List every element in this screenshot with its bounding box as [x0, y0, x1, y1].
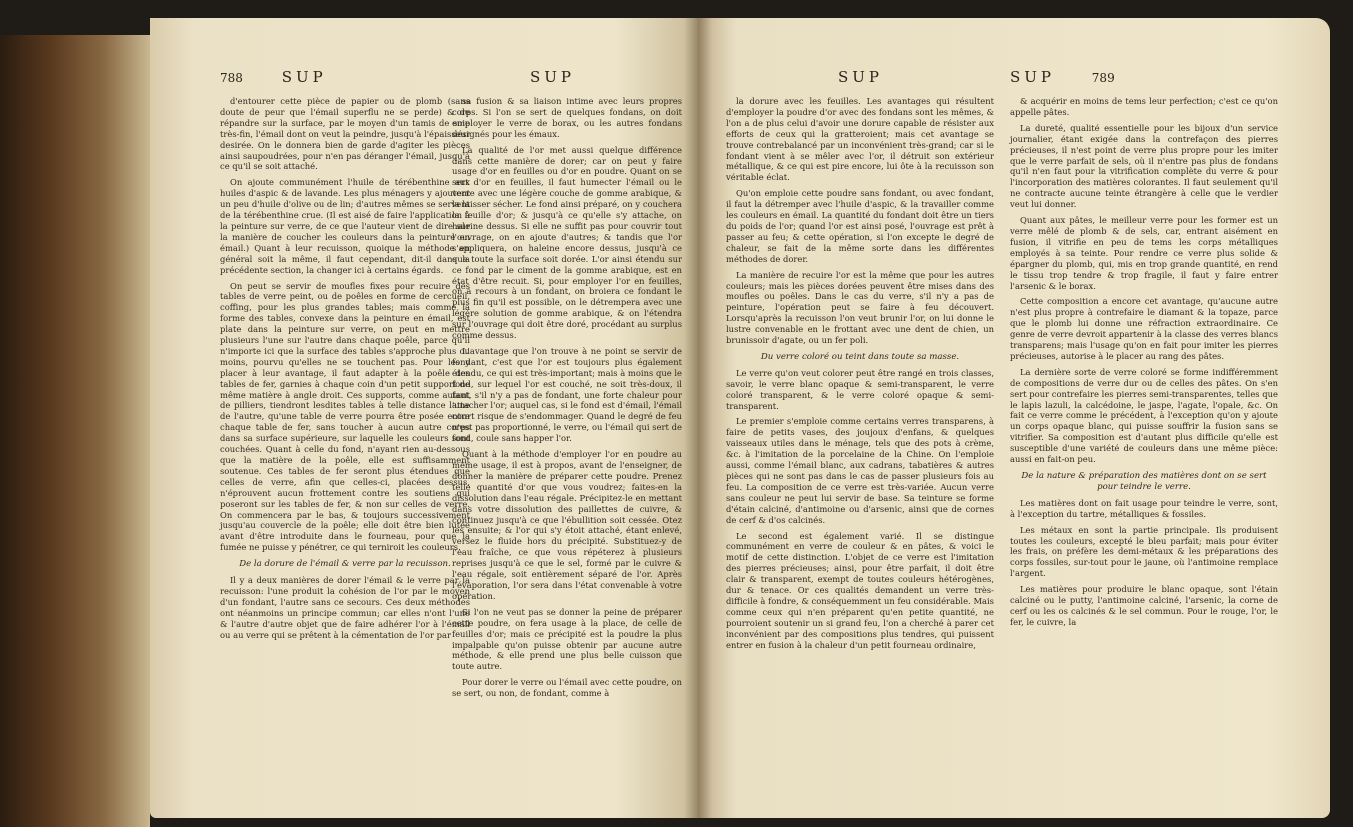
paragraph: Quant à la méthode d'employer l'or en poudre au même usage, il est à propos, avant de l'enseigner, de donner la manière de préparer cette poudre. Prenez telle quantité d'or que vous voudrez; faites-en la dissolution dans l'eau régale. Précipitez-le en mettant dans votre dissolution des paillettes de cuivre, & continuez jusqu'à ce que l'ébullition soit cessée. Otez les ensuite; & l'or qui s'y étoit attaché, étant enlevé, versez le fluide hors du précipité. Substituez-y de l'eau fraîche, ce que vous répéterez à plusieurs reprises jusqu'à ce que le sel, formé par le cuivre & l'eau régale, soit entièrement séparé de l'or. Après l'évaporation, l'or sera dans l'état convenable à votre opération. — [452, 449, 682, 601]
paragraph: Les matières dont on fait usage pour teindre le verre, sont, à l'exception du tartre, métalliques & fossiles. — [1010, 497, 1278, 519]
left-page — [150, 18, 698, 818]
paragraph: Qu'on emploie cette poudre sans fondant, ou avec fondant, il faut la détremper avec l'huile d'aspic, & la travailler comme les couleurs en émail. La quantité du fondant doit être un tiers du poids de l'or; quand l'or est ainsi posé, l'ouvrage est prêt à passer au feu; & cette opération, si l'on excepte le degré de chaleur, se fait de la même sorte dans les différentes méthodes de dorer. — [726, 188, 994, 264]
right-page-column-1 — [726, 96, 994, 656]
book-edge-left — [0, 35, 150, 827]
paragraph: On peut se servir de moufles fixes pour recuire des tables de verre peint, ou de poêles en forme de cercueil, coffing, pour les plus grandes tables; mais comme la forme des tables, convexe dans la peinture en émail, est plate dans la peinture sur verre, on peut en mettre plusieurs l'une sur l'autre dans chaque poêle, parce qu'il n'importe ici que la surface des tables s'approche plus ou moins, pourvu qu'elles ne se touchent pas. Pour les y placer à leur avantage, il faut adapter à la poêle des tables de fer, garnies à chaque coin d'un petit support de même matière à angle droit. Ces supports, comme autant de pilliers, tiendront lesdites tables à telle distance l'une de l'autre, qu'une table de verre pourra être posée entre chaque table de fer, sans toucher à aucun autre corps dans sa surface supérieure, sur laquelle les couleurs sont couchées. Quant à celle du fond, n'ayant rien au-dessous que la matière de la poêle, elle est suffisamment soutenue. Ces tables de fer seront plus étendues que celles de verre, afin que celles-ci, placées dessus, n'éprouvent aucun frottement contre les soutiens qui poseront sur les tables de fer, & non sur celles de verre. On commencera par le bas, & toujours successivement jusqu'au couvercle de la poêle; elle doit être bien lutée avant d'être introduite dans le fourneau, pour que la fumée ne puisse y pénétrer, ce qui terniroit les couleurs. — [220, 280, 470, 553]
right-page-column-2 — [1010, 96, 1278, 633]
paragraph: & acquérir en moins de tems leur perfection; c'est ce qu'on appelle pâtes. — [1010, 96, 1278, 117]
paragraph: d'entourer cette pièce de papier ou de plomb (sans doute de peur que l'émail superflu ne se perde) & de répandre sur la surface, par le moyen d'un tamis de soie très-fin, l'émail dont on veut la peindre, jusqu'à l'épaisseur desirée. On le donnera bien de garde d'agiter les pièces ainsi saupoudrées, pour n'en pas déranger l'émail, jusqu'à ce qu'il se soit attaché. — [220, 96, 470, 172]
paragraph: Si l'on ne veut pas se donner la peine de préparer cette poudre, on fera usage à la place, de celle de feuilles d'or; mais ce précipité est la poudre la plus impalpable qu'on puisse obtenir par aucune autre méthode, & elle prend une plus belle cuisson que toute autre. — [452, 606, 682, 672]
right-running-head-left: SUP — [838, 68, 884, 86]
paragraph: Les matières pour produire le blanc opaque, sont l'étain calciné ou le putty, l'antimoine calciné, l'arsenic, la corne de cerf ou les os calcinés & le sel commun. Pour le rouge, l'or, le fer, le cuivre, la — [1010, 584, 1278, 627]
right-running-head-right: SUP — [1010, 68, 1056, 86]
section-heading: Du verre coloré ou teint dans toute sa masse. — [760, 351, 960, 362]
paragraph: On ajoute communément l'huile de térébenthine aux huiles d'aspic & de lavande. Les plus ménagers y ajoutent un peu d'huile d'olive ou de lin; d'autres mêmes se servent de la térébenthine crue. (Il est aisé de faire l'application à la peinture sur verre, de ce que l'auteur vient de dire sur la manière de coucher les couleurs dans la peinture en émail.) Quant à leur recuisson, quoique la méthode en général soit la même, il faut cependant, dit-il dans la précédente section, la changer ici à certains égards. — [220, 177, 470, 275]
left-page-number: 788 — [220, 71, 243, 85]
paragraph: La dernière sorte de verre coloré se forme indifféremment de compositions de verre dur ou de celles des pâtes. On s'en sert pour contrefaire les pierres semi-transparentes, telles que le lapis lazuli, la calcédoine, le jaspe, l'agate, l'opale, &c. On fait ce verre comme le précédent, à l'exception qu'on y ajoute un corps opaque blanc, qui puisse souffrir la fusion sans se vitrifier. Sa composition est d'autant plus difficile qu'elle est susceptible d'une variété de couleurs dans une même pièce: aussi en fait-on peu. — [1010, 366, 1278, 465]
paragraph: L'avantage que l'on trouve à ne point se servir de fondant, c'est que l'or est toujours plus également étendu, ce qui est très-important; mais à moins que le fond, sur lequel l'or est couché, ne soit très-doux, il faut, s'il n'y a pas de fondant, une forte chaleur pour attacher l'or; auquel cas, si le fond est d'émail, l'émail court risque de s'endommager. Quand le degré de feu n'est pas proportionné, le verre, ou l'émail qui sert de fond, coule sans happer l'or. — [452, 345, 682, 444]
paragraph: Pour dorer le verre ou l'émail avec cette poudre, on se sert, ou non, de fondant, comme à — [452, 677, 682, 699]
paragraph: Le verre qu'on veut colorer peut être rangé en trois classes, savoir, le verre blanc opaque & semi-transparent, le verre coloré transparent, & le verre coloré opaque & semi-transparent. — [726, 367, 994, 411]
left-page-column-2 — [452, 96, 682, 704]
left-page-column-1 — [220, 96, 470, 646]
left-running-head-right: SUP — [530, 68, 576, 86]
right-page-header — [1010, 68, 1115, 86]
paragraph: Quant aux pâtes, le meilleur verre pour les former est un verre mêlé de plomb & de sels, car, entrant aisément en fusion, il vitrifie en peu de tems les corps métalliques employés à sa teinte. Pour rendre ce verre plus solide & épargner du plomb, qui, mis en trop grande quantité, en rend le tissu trop tendre & trop fragile, il faut y faire entrer l'arsenic & le borax. — [1010, 215, 1278, 291]
paragraph: la dorure avec les feuilles. Les avantages qui résultent d'employer la poudre d'or avec des fondans sont les mêmes, & l'on a de plus celui d'avoir une dorure capable de résister aux efforts de ceux qui la gratteroient; mais cet avantage se trouve contrebalancé par un inconvénient très-grand; car si le fondant vient à se mêler avec l'or, il détruit son extérieur métallique, & ce qui est pire encore, lui ôte à la recuisson son véritable éclat. — [726, 96, 994, 183]
paragraph: La dureté, qualité essentielle pour les bijoux d'un service journalier, étant exigée dans la contrefaçon des pierres précieuses, il n'est point de verre plus propre pour les imiter que le verre parfait de sels, où il n'entre pas plus de fondans qu'il n'en faut pour la vitrification complète du verre & pour l'incorporation des matières colorantes. Il faut seulement qu'il ne contracte aucune teinte étrangère à celle que le verdier veut lui donner. — [1010, 122, 1278, 210]
paragraph: Le second est également varié. Il se distingue communément en verre de couleur & en pâtes, & voici le motif de cette distinction. L'objet de ce verre est l'imitation des pierres précieuses; ainsi, pour être parfait, il doit être clair & transparent, exempt de toutes couleurs hétérogènes, dur & tenace. Or ces qualités demandent un verre très-difficile à fondre, & conséquemment un feu considérable. Mais comme ceux qui n'en préparent qu'en petite quantité, ne pourroient soutenir un si grand feu, l'on a cherché à parer cet inconvénient par des compositions plus tendres, qui puissent entrer en fusion à la chaleur d'un petit fourneau ordinaire, — [726, 530, 994, 650]
paragraph: Cette composition a encore cet avantage, qu'aucune autre n'est plus propre à contrefaire le diamant & la topaze, parce que le plomb lui donne une réfraction extraordinaire. Ce genre de verre devroit appartenir à la classe des verres blancs transparens; mais l'usage qu'on en fait pour imiter les pierres précieuses, autorise à le placer au rang des pâtes. — [1010, 296, 1278, 361]
paragraph: sa fusion & sa liaison intime avec leurs propres corps. Si l'on se sert de quelques fondans, on doit employer le verre de borax, ou les autres fondans désignés pour les émaux. — [452, 96, 682, 139]
right-page — [698, 18, 1330, 818]
paragraph: La qualité de l'or met aussi quelque différence dans cette manière de dorer; car on peut y faire usage d'or en feuilles ou d'or en poudre. Quant on se sert d'or en feuilles, il faut humecter l'émail ou le verre avec une légère couche de gomme arabique, & la laisser sécher. Le fond ainsi préparé, on y couchera la feuille d'or; & jusqu'à ce qu'elle s'y attache, on haleine dessus. Si elle ne suffit pas pour couvrir tout l'ouvrage, on en ajoute d'autres; & tandis que l'or s'appliquera, on haleine encore dessus, jusqu'à ce que toute la surface soit dorée. L'or ainsi étendu sur ce fond par le ciment de la gomme arabique, est en état d'être recuit. Si, pour employer l'or en feuilles, on a recours à un fondant, on broiera ce fondant le plus fin qu'il est possible, on le détrempera avec une légère solution de gomme arabique, & on l'étendra sur l'ouvrage qui doit être doré, procédant au surplus comme dessus. — [452, 144, 682, 341]
left-page-header — [220, 68, 327, 86]
left-running-head-left: SUP — [281, 68, 327, 86]
book-gutter — [684, 18, 712, 818]
paragraph: Il y a deux manières de dorer l'émail & le verre par la recuisson: l'une produit la cohésion de l'or par le moyen d'un fondant, l'autre sans ce secours. Ces deux méthodes ont néanmoins un principe commun; car elles n'ont l'une & l'autre d'autre objet que de faire adhérer l'or à l'émail ou au verre qui se prêtent à la cémentation de l'or par — [220, 575, 470, 640]
paragraph: Les métaux en sont la partie principale. Ils produisent toutes les couleurs, excepté le bleu parfait; mais pour éviter les frais, on préfère les demi-métaux & les préparations des corps fossiles, sur-tout pour le jaune, où l'antimoine remplace l'argent. — [1010, 524, 1278, 579]
section-heading: De la nature & préparation des matières dont on se sert pour teindre le verre. — [1021, 471, 1267, 492]
paragraph: La manière de recuire l'or est la même que pour les autres couleurs; mais les pièces dorées peuvent être mises dans des moufles ou poêles. Dans le cas du verre, s'il n'y a pas de peinture, l'opération peut se faire à feu découvert. Lorsqu'après la recuisson l'on veut brunir l'or, on lui donne le lustre convenable en le frottant avec une dent de chien, un brunissoir d'agate, ou un fer poli. — [726, 269, 994, 346]
paragraph: Le premier s'emploie comme certains verres transparens, à faire de petits vases, des joujoux d'enfans, & quelques vaisseaux utiles dans le ménage, tels que des pots à crème, &c. à l'imitation de la porcelaine de la Chine. On l'emploie aussi, comme l'émail blanc, aux cadrans, tabatières & autres pièces qui ne sont pas dans le cas de passer plusieurs fois au feu. La composition de ce verre est très-variée. Aucun verre sans couleur ne peut lui servir de base. Sa teinture se forme d'étain calciné, d'antimoine ou d'arsenic, ainsi que de cornes de cerf & d'os calcinés. — [726, 416, 994, 525]
section-heading: De la dorure de l'émail & verre par la recuisson. — [239, 559, 451, 570]
right-page-number: 789 — [1091, 71, 1115, 85]
